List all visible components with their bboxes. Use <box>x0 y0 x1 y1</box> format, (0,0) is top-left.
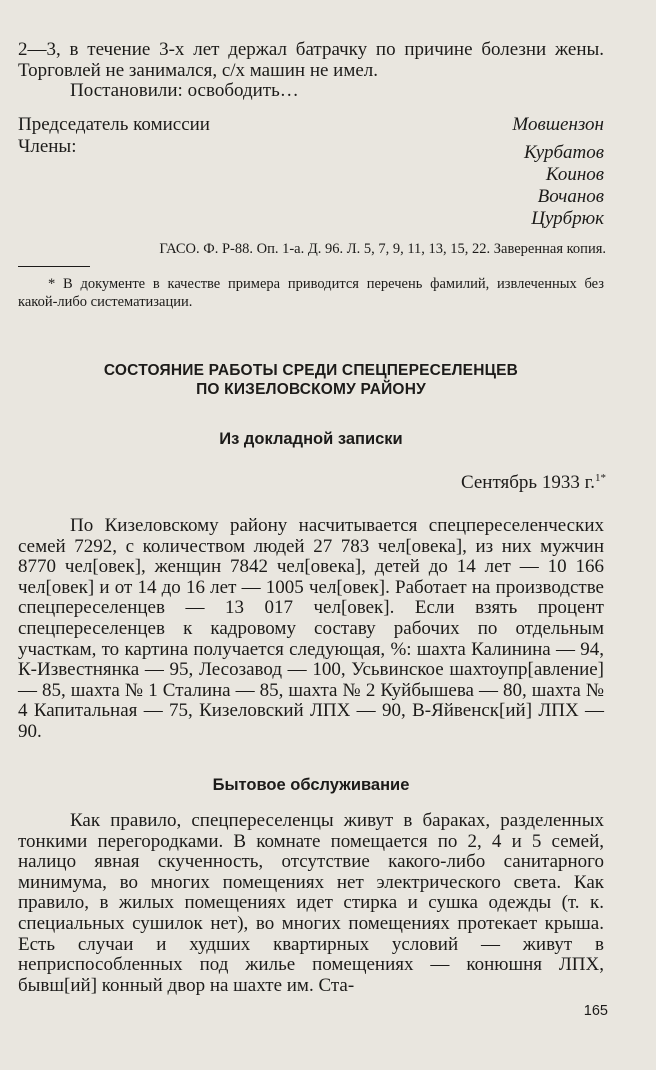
top-text-block <box>18 40 604 158</box>
statistics-paragraph: По Кизеловскому району насчитывается спецпереселенческих семей 7292, с количеством людей 27 783 чел[овека], из них мужчин 8770 чел[овек], женщин 7842 чел[овека], детей до 14 лет — 10 166 чел[овек] и от 14 до 16 лет — 1005 чел[овек]. Работает на производстве спецпереселенцев — 13 017 чел[овек]. Если взять процент спецпереселенцев к кадровому составу рабочих по отдельным участкам, то картина получается следующая, %: шахта Калинина — 94, К-Известнянка — 95, Лесозавод — 100, Усьвинское шахтоупр[авление] — 85, шахта № 1 Сталина — 85, шахта № 2 Куйбышева — 80, шахта № 4 Капитальная — 75, Кизеловский ЛПХ — 90, В-Яйвенск[ий] ЛПХ — 90. <box>18 515 604 742</box>
date-footnote-marker: 1* <box>595 472 606 484</box>
document-date <box>461 467 606 494</box>
section-title <box>18 361 604 399</box>
living-conditions-paragraph: Как правило, спецпереселенцы живут в бараках, разделенных тонкими перегородками. В комнате помещается по 2, 4 и 5 семей, налицо явная скученность, отсутствие какого-либо санитарного минимума, во многих помещениях нет электрического света. Как правило, в жилых помещениях идет стирка и сушка одежды (т. к. специальных сушилок нет), во многих помещениях протекает крыша. Есть случаи и худших квартирных условий — живут в неприспособленных под жилье помещениях — конюшня ЛПХ, бывш[ий] конный двор на шахте им. Ста- <box>18 810 604 996</box>
member-name: Цурбрюк <box>531 208 604 229</box>
section-subtitle: Из докладной записки <box>219 430 403 448</box>
resolution-line: Постановили: освободить… <box>70 80 299 102</box>
member-name: Коинов <box>545 164 604 185</box>
members-label: Члены: <box>18 135 77 157</box>
footnote-divider <box>18 266 90 267</box>
section-title-line1: СОСТОЯНИЕ РАБОТЫ СРЕДИ СПЕЦПЕРЕСЕЛЕНЦЕВ <box>103 362 519 379</box>
chairman-row <box>18 114 604 136</box>
member-name: Курбатов <box>523 142 604 163</box>
footnote <box>18 276 604 311</box>
chairman-label: Председатель комиссии <box>18 113 210 135</box>
member-name: Вочанов <box>537 186 604 207</box>
chairman-name: Мовшензон <box>512 113 604 135</box>
date-text: Сентябрь 1933 г. <box>460 472 595 493</box>
continued-paragraph: 2—3, в течение 3-х лет держал батрачку по причине болезни жены. Торговлей не занимался, с/х машин не имел. <box>18 39 604 81</box>
body-paragraph-1 <box>18 516 604 743</box>
subheading-living-conditions: Бытовое обслуживание <box>212 776 410 794</box>
members-list <box>524 142 604 230</box>
members-row <box>18 136 604 158</box>
page-number: 165 <box>583 1003 608 1019</box>
section-title-line2: ПО КИЗЕЛОВСКОМУ РАЙОНУ <box>196 381 426 398</box>
body-paragraph-2 <box>18 811 604 996</box>
archive-source: ГАСО. Ф. Р-88. Оп. 1-а. Д. 96. Л. 5, 7, 9, 11, 13, 15, 22. Заверенная копия. <box>159 241 606 257</box>
footnote-text: * В документе в качестве примера приводится перечень фамилий, извлеченных без какой-либо систематизации. <box>18 276 604 310</box>
